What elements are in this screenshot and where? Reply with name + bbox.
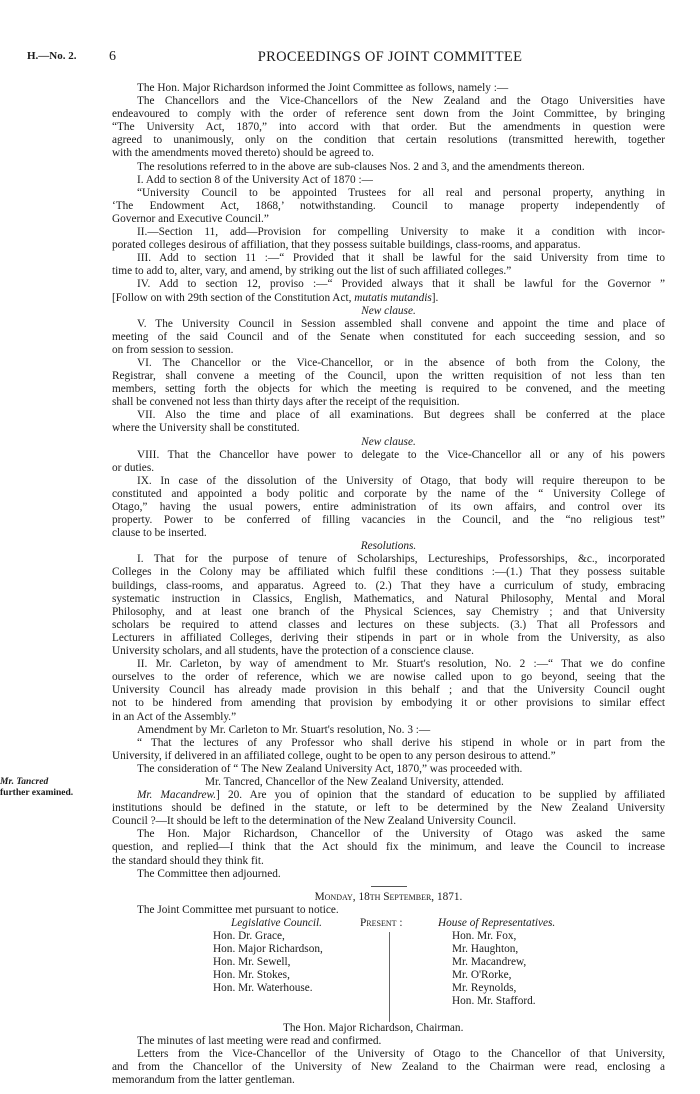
house-column — [438, 917, 555, 1009]
text-segment: [Follow on with 29th section of the Constitution Act, — [112, 291, 355, 304]
document-body — [0, 82, 665, 1087]
text-line: Governor and Executive Council.” — [112, 212, 269, 225]
page-title: PROCEEDINGS OF JOINT COMMITTEE — [257, 49, 523, 65]
text-line: IX. In case of the dissolution of the University of Otago, that body will require thereupon to be — [137, 474, 665, 487]
section-heading: New clause. — [361, 435, 416, 448]
text-line: The minutes of last meeting were read and confirmed. — [137, 1035, 382, 1047]
house-member: Mr. Haughton, — [452, 943, 519, 956]
attendance-text: Mr. Tancred, Chancellor of the New Zealand University, attended. — [205, 775, 504, 788]
text-line: Amendment by Mr. Carleton to Mr. Stuart's resolution, No. 3 :— — [137, 723, 431, 736]
text-line: IV. Add to section 12, proviso :—“ Provided always that it shall be lawful for the Governor ” — [137, 278, 665, 291]
house-member: Hon. Mr. Fox, — [452, 930, 517, 942]
text-line: Council ?—It should be left to the determination of the New Zealand University Council. — [112, 815, 517, 828]
meeting-text — [112, 1035, 665, 1087]
text-line: “University Council to be appointed Trustees for all real and personal property, anything in — [137, 186, 665, 199]
text-line: clause to be inserted. — [112, 527, 207, 540]
text-line: II.—Section 11, add—Provision for compelling University to make it a condition with incor- — [137, 226, 665, 239]
text-line: time to add to, alter, vary, and amend, by striking out the list of such affiliated colleges.” — [112, 265, 512, 278]
text-line: VI. The Chancellor or the Vice-Chancellor, or in the absence of both from the Colony, the — [137, 356, 665, 369]
text-line: with the amendments moved thereto) should be agreed to. — [112, 147, 374, 160]
text-line: porated colleges desirous of affiliation, that they possess suitable buildings, class-rooms, and apparatus. — [112, 239, 581, 252]
text-line: where the University shall be constituted. — [112, 422, 300, 435]
text-line: members, setting forth the objects for which the meeting is required to be convened, and the meeting — [112, 383, 665, 396]
text-line: ‘The Endowment Act, 1868,’ notwithstanding. Council to manage property independently of — [112, 199, 665, 212]
present-label: Present : — [360, 916, 403, 929]
text-line: VIII. That the Chancellor have power to delegate to the Vice-Chancellor all or any of his powers — [137, 448, 665, 461]
section-heading: New clause. — [361, 304, 416, 317]
text-line: The resolutions referred to in the above are sub-clauses Nos. 2 and 3, and the amendments thereon. — [137, 160, 585, 173]
text-line: Philosophy, and at least one branch of the Physical Sciences, say Chemistry ; and that University — [112, 605, 665, 618]
text-line: I. Add to section 8 of the University Act of 1870 :— — [137, 173, 373, 186]
text-line: the standard should they think fit. — [112, 854, 264, 867]
present-table — [112, 917, 665, 1022]
text-line: systematic instruction in Classics, English, Mathematics, and Natural Philosophy, Mental and Moral — [112, 592, 665, 605]
text-line: Lecturers in affiliated Colleges, deriving their stipends in part or in whole from the University, as also — [112, 631, 665, 644]
chairman-line: The Hon. Major Richardson, Chairman. — [283, 1021, 464, 1034]
text-line: The Hon. Major Richardson, Chancellor of the University of Otago was asked the same — [137, 828, 665, 841]
house-heading: House of Representatives. — [438, 916, 556, 929]
meeting-intro: The Joint Committee met pursuant to notice. — [137, 903, 339, 916]
text-line: memorandum from the latter gentleman. — [112, 1074, 295, 1087]
text-line: question, and replied—I think that the Act should fix the minimum, and leave the Council to increase — [112, 841, 665, 854]
italic-text: Mr. Macandrew. — [137, 789, 217, 802]
text-line: property. Power to be conferred of filling vacancies in the Council, and the “no religious test” — [112, 514, 665, 527]
text-line: I. That for the purpose of tenure of Scholarships, Lectureships, Professorships, &c., incorporated — [137, 553, 665, 566]
text-line: III. Add to section 11 :—“ Provided that it shall be lawful for the said University from time to — [137, 252, 665, 265]
council-member: Hon. Dr. Grace, — [213, 930, 285, 942]
text-line: and from the Chancellor of the University of New Zealand to the Chairman were read, enclosing a — [112, 1061, 665, 1074]
text-line: The Committee then adjourned. — [137, 867, 281, 880]
examination-text — [112, 789, 665, 881]
text-line: The Chancellors and the Vice-Chancellors of the New Zealand and the Otago Universities have — [137, 95, 665, 108]
margin-note-name: Mr. Tancred — [0, 776, 49, 787]
section-divider — [371, 886, 407, 887]
text-line: on from session to session. — [112, 343, 234, 356]
council-member: Hon. Mr. Waterhouse. — [213, 982, 313, 995]
text-line — [112, 292, 665, 305]
text-line: University scholars, and all students, have the protection of a conscience clause. — [112, 645, 475, 658]
page-header — [0, 49, 700, 65]
house-member: Mr. O'Rorke, — [452, 969, 512, 982]
text-line: meeting of the said Council and of the Senate when constituted for each succeeding session, and so — [112, 330, 665, 343]
text-line: “The University Act, 1870,” into accord with that order. But the amendments in question were — [112, 121, 665, 134]
text-line: Otago,” having the usual powers, entire administration of its own affairs, and control over its — [112, 501, 665, 513]
text-line: Letters from the Vice-Chancellor of the University of Otago to the Chancellor of that University, — [137, 1048, 665, 1061]
council-member: Hon. Major Richardson, — [213, 943, 323, 956]
text-line — [112, 789, 665, 802]
column-divider — [389, 932, 390, 1022]
margin-note-rest: further examined. — [0, 787, 74, 798]
text-line: Registrar, shall convene a meeting of the Council, upon the written requisition of not less than ten — [112, 370, 665, 383]
council-member: Hon. Mr. Sewell, — [213, 956, 291, 969]
document-number: H.—No. 2. — [27, 50, 77, 62]
council-member: Hon. Mr. Stokes, — [213, 969, 290, 982]
text-line: ourselves to the order of reference, which we are nowise called upon to go beyond, seeing that the — [112, 671, 665, 684]
house-member: Mr. Macandrew, — [452, 956, 527, 969]
text-line: buildings, class-rooms, and apparatus. Agreed to. (2.) That they have a curriculum of study, embracing — [112, 579, 665, 592]
text-line: shall be convened not less than thirty days after the receipt of the requisition. — [112, 396, 460, 409]
council-heading: Legislative Council. — [231, 916, 322, 929]
text-segment: ] 20. Are you of opinion that the standard of education to be supplied by affiliated — [216, 789, 665, 802]
house-member: Hon. Mr. Stafford. — [452, 995, 536, 1008]
text-line: University, if delivered in an affiliated college, ought to be open to any person desirous to attend.” — [112, 749, 556, 762]
italic-text: mutatis mutandis — [354, 291, 432, 304]
section-heading: Resolutions. — [360, 540, 417, 553]
text-line: Colleges in the Colony may be affiliated which fulfil these conditions :—(1.) That they possess suitable — [112, 566, 665, 579]
text-line: constituted and appointed a body politic and corporate by the name of the “ University College of — [112, 487, 665, 500]
text-line: scholars be required to attend classes and lectures on these subjects. (3.) That all Professors and — [112, 618, 665, 631]
council-column — [213, 917, 323, 996]
meeting-date: Monday, 18th September, 1871. — [314, 890, 463, 903]
text-segment: ]. — [431, 291, 439, 304]
text-line: or duties. — [112, 461, 155, 474]
text-line: agreed to unanimously, only on the condition that certain resolutions (transmitted herewith, together — [112, 134, 665, 147]
text-line: The Hon. Major Richardson informed the Joint Committee as follows, namely :— — [137, 82, 509, 94]
page-number: 6 — [109, 49, 116, 64]
text-line: II. Mr. Carleton, by way of amendment to Mr. Stuart's resolution, No. 2 :—“ That we do confine — [137, 658, 665, 671]
text-line: not to be hindered from amending that provision by embodying it or other provisions to similar effect — [112, 697, 665, 710]
text-line: V. The University Council in Session assembled shall convene and appoint the time and place of — [137, 317, 665, 330]
text-line: VII. Also the time and place of all examinations. But degrees shall be conferred at the place — [137, 409, 665, 422]
text-line: “ That the lectures of any Professor who shall derive his stipend in whole or in part from the — [137, 736, 665, 749]
house-member: Mr. Reynolds, — [452, 982, 517, 995]
text-line: endeavoured to comply with the order of reference sent down from the Joint Committee, by bringing — [112, 108, 665, 121]
text-line: in an Act of the Assembly.” — [112, 710, 237, 723]
text-line: The consideration of “ The New Zealand University Act, 1870,” was proceeded with. — [137, 762, 523, 775]
text-line: University Council has already made provision in this behalf ; and that the University Council ought — [112, 684, 665, 697]
text-line: institutions should be defined in the statute, or left to be determined by the New Zealand University — [112, 802, 665, 815]
proceedings-text — [112, 82, 665, 776]
margin-note — [0, 777, 100, 799]
